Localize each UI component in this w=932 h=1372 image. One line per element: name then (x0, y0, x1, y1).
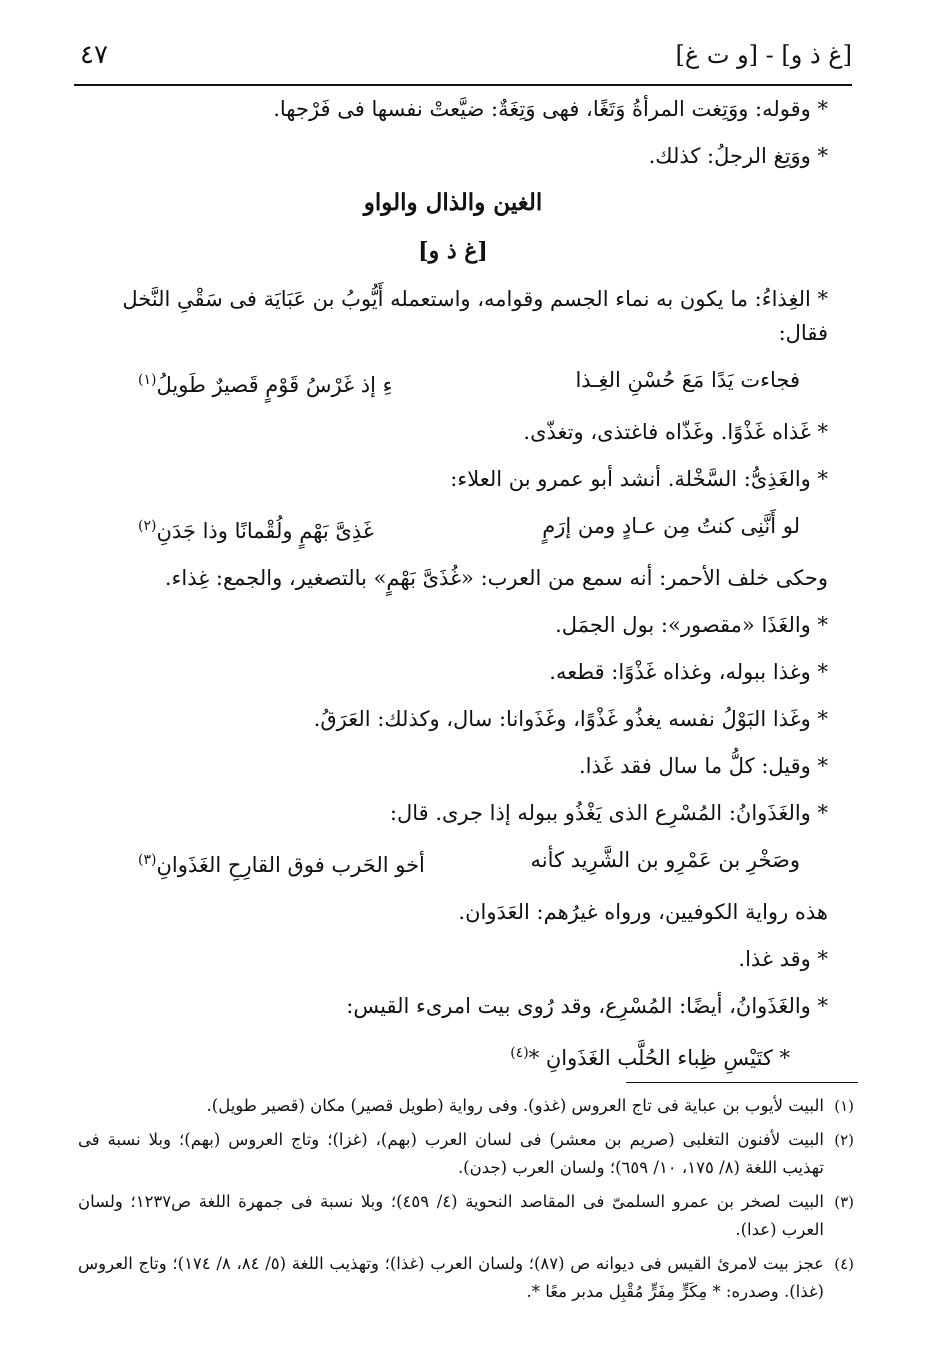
section-heading: الغين والذال والواو (363, 189, 543, 216)
entry-body (78, 92, 828, 1088)
verse-hemistich-first: لو أَنَّنِى كنتُ مِن عـادٍ ومن إرَمٍ (542, 514, 800, 538)
paragraph: * غَذاه غَذْوًا. وغَذّاه فاغتذى، وتغذّى. (523, 420, 828, 444)
paragraph: * وغذا ببوله، وغذاه غَذْوًا: قطعه. (549, 660, 828, 684)
footnote (78, 1126, 854, 1182)
paragraph: * ووَتِغ الرجلُ: كذلك. (648, 144, 828, 168)
footnote-number: (٣) (834, 1193, 854, 1211)
verse-line (78, 363, 828, 402)
footnote-number: (٤) (834, 1255, 854, 1273)
verse-hemistich-text: ءِ إذ غَرْسُ قَوْمٍ قَصيرٌ طَويلُ (156, 373, 393, 397)
verse-hemistich-first: وصَخْرِ بن عَمْرِو بن الشَّرِيد كأنه (530, 848, 800, 872)
verse-hemistich-second (138, 509, 374, 548)
paragraph: * وقوله: ووَتِغت المرأةُ وَتَغًا، فهى وَتِغَةٌ: ضيَّعتْ نفسها فى فَرْجها. (273, 97, 828, 121)
footnotes (78, 1092, 854, 1312)
footnote-ref: (٣) (138, 852, 157, 868)
footnote-text: عجز بيت لامرئ القيس فى ديوانه ص (٨٧)؛ ولسان العرب (غذا)؛ وتهذيب اللغة (٥/ ٨٤، ٨/ ١٧٤)؛ وتاج العروس (غذا). وصدره: * مِكَرٍّ مِفَرٍّ مُقْبِل مدبر معًا *. (78, 1254, 825, 1301)
header-rule (74, 84, 852, 86)
paragraph: * والغَذَا «مقصور»: بول الجمَل. (555, 613, 828, 637)
page-header (80, 30, 852, 80)
verse-line (78, 843, 828, 882)
paragraph: * وقيل: كلُّ ما سال فقد غَذا. (578, 754, 828, 778)
footnote-ref: (١) (138, 372, 157, 388)
verse-line (78, 1036, 828, 1075)
paragraph: * والغَذَوانُ: المُسْرِع الذى يَغْذُو ببوله إذا جرى. قال: (389, 801, 828, 825)
verse-line (78, 509, 828, 548)
page-number: ٤٧ (80, 40, 108, 70)
verse-hemistich-only (510, 1036, 790, 1075)
paragraph: * والغَذَوانُ، أيضًا: المُسْرِع، وقد رُوى بيت امرىء القيس: (346, 994, 828, 1018)
footnote (78, 1250, 854, 1306)
footnote-ref: (٤) (510, 1045, 529, 1061)
paragraph: * وغَذا البَوْلُ نفسه يغذُو غَذْوًا، وغَذَوانا: سال، وكذلك: العَرَقُ. (313, 707, 828, 731)
paragraph: * الغِذاءُ: ما يكون به نماء الجسم وقوامه، واستعمله أَيُّوبُ بن عَبَايَة فى سَقْىِ النَّخل فقال: (122, 287, 828, 345)
paragraph: * والغَذِىُّ: السَّخْلة. أنشد أبو عمرو بن العلاء: (450, 467, 828, 491)
footnote (78, 1092, 854, 1120)
verse-hemistich-first: فجاءت يَدًا مَعَ حُسْنِ الغِـذا (575, 368, 800, 392)
verse-hemistich-text: أخو الحَرب فوق القارِحِ الغَذَوانِ (156, 853, 425, 877)
section-label: [و ت غ] - [غ ذ و] (675, 41, 852, 69)
root-heading: [غ ذ و] (418, 238, 488, 264)
verse-hemistich-second (138, 363, 392, 402)
paragraph: وحكى خلف الأحمر: أنه سمع من العرب: «غُذَىَّ بَهْمٍ» بالتصغير، والجمع: غِذاء. (164, 566, 828, 590)
footnote-number: (٢) (834, 1131, 854, 1149)
paragraph: هذه رواية الكوفيين، ورواه غيرُهم: العَدَوان. (458, 900, 828, 924)
verse-hemistich-second (138, 843, 425, 882)
footnote-text: البيت لصخر بن عمرو السلمىّ فى المقاصد النحوية (٤/ ٤٥٩)؛ وبلا نسبة فى جمهرة اللغة ص١٢٣٧؛ ولسان العرب (عدا). (78, 1192, 824, 1239)
footnote-number: (١) (834, 1097, 854, 1115)
paragraph: * وقد غذا. (738, 947, 828, 971)
verse-hemistich-text: غَذِىَّ بَهْمٍ ولُقْمانًا وذا جَدَنِ (156, 519, 374, 543)
footnote-text: البيت لأفنون التغلبى (صريم بن معشر) فى لسان العرب (بهم)، (غزا)؛ وتاج العروس (بهم)؛ وبلا نسبة فى تهذيب اللغة (٨/ ١٧٥، ١٠/ ٦٥٩)؛ ولسان العرب (جدن). (78, 1130, 824, 1177)
footnote (78, 1188, 854, 1244)
footnote-ref: (٢) (138, 518, 157, 534)
footnote-rule (626, 1082, 858, 1083)
verse-text: * كتَيْسِ ظِباء الحُلَّب الغَذَوانِ * (528, 1046, 790, 1070)
footnote-text: البيت لأيوب بن عباية فى تاج العروس (غذو). وفى رواية (طويل قصير) مكان (قصير طويل). (206, 1096, 824, 1115)
